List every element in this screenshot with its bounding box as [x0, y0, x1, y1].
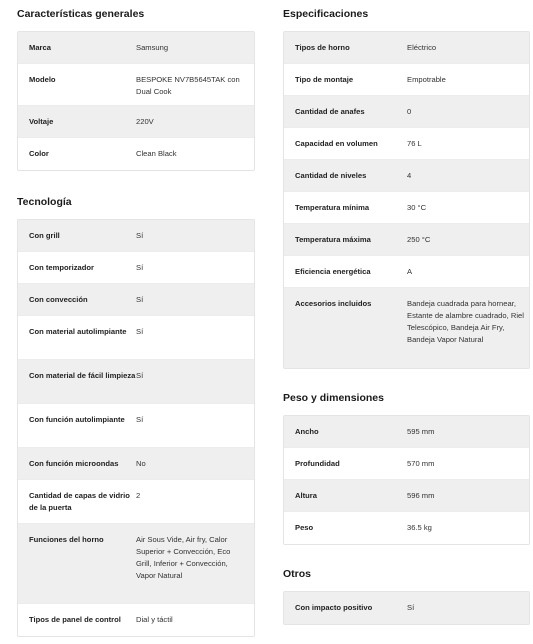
row-value: 220V: [136, 117, 154, 126]
row-label: Modelo: [29, 75, 56, 84]
row-value: 0: [407, 107, 412, 116]
row-label: Con convección: [29, 295, 88, 304]
row-label: Voltaje: [29, 117, 54, 126]
table-row: [18, 284, 254, 316]
table-row: [18, 316, 254, 360]
row-value: 250 °C: [407, 235, 431, 244]
table-row: [284, 128, 529, 160]
row-label: Con grill: [29, 231, 60, 240]
row-label: Color: [29, 149, 49, 158]
table-row: [18, 404, 254, 448]
row-label: Altura: [295, 491, 317, 500]
row-label: Con temporizador: [29, 263, 94, 272]
row-label: Con función autolimpiante: [29, 415, 125, 424]
table-row: [284, 256, 529, 288]
row-label: Con función microondas: [29, 459, 119, 468]
table-row: [284, 288, 529, 368]
row-label: Con material de fácil limpieza: [29, 371, 136, 380]
row-value: 76 L: [407, 139, 422, 148]
row-value: Sí: [407, 603, 415, 612]
table-row: [284, 192, 529, 224]
row-label: Cantidad de anafes: [295, 107, 365, 116]
table-row: [284, 480, 529, 512]
row-value: Bandeja cuadrada para hornear, Estante de alambre cuadrado, Riel Telescópico, Bandeja Air Fry, Bandeja Vapor Natural: [407, 299, 524, 344]
table-row: [284, 96, 529, 128]
row-value: 30 °C: [407, 203, 427, 212]
row-value: A: [407, 267, 413, 276]
row-label: Cantidad de niveles: [295, 171, 367, 180]
row-value: Clean Black: [136, 149, 177, 158]
row-value: Air Sous Vide, Air fry, Calor Superior + Convección, Eco Grill, Inferior + Convección, Vapor Natural: [136, 535, 231, 580]
row-value: Sí: [136, 371, 144, 380]
row-value: 36.5 kg: [407, 523, 432, 532]
table-peso: [283, 415, 530, 545]
table-row: [18, 138, 254, 170]
table-otros: [283, 591, 530, 625]
section-title-peso: Peso y dimensiones: [283, 392, 384, 404]
row-value: Sí: [136, 263, 144, 272]
table-row: [284, 512, 529, 544]
table-row: [18, 220, 254, 252]
table-row: [18, 106, 254, 138]
row-label: Tipos de panel de control: [29, 615, 121, 624]
table-row: [284, 160, 529, 192]
table-row: [18, 32, 254, 64]
section-title-tecnologia: Tecnología: [17, 196, 72, 208]
section-title-generales: Características generales: [17, 8, 145, 20]
table-row: [18, 64, 254, 106]
row-value: 570 mm: [407, 459, 435, 468]
row-label: Temperatura máxima: [295, 235, 371, 244]
row-label: Eficiencia energética: [295, 267, 371, 276]
row-value: BESPOKE NV7B5645TAK con Dual Cook: [136, 75, 240, 96]
table-row: [284, 64, 529, 96]
row-value: Sí: [136, 327, 144, 336]
row-label: Peso: [295, 523, 314, 532]
row-value: Sí: [136, 295, 144, 304]
table-row: [284, 448, 529, 480]
row-value: 2: [136, 491, 141, 500]
table-row: [18, 524, 254, 604]
row-label: Profundidad: [295, 459, 340, 468]
section-title-otros: Otros: [283, 568, 312, 580]
row-label: Capacidad en volumen: [295, 139, 378, 148]
row-label: Funciones del horno: [29, 535, 104, 544]
row-label: Con material autolimpiante: [29, 327, 127, 336]
row-value: Sí: [136, 231, 144, 240]
row-label: Tipos de horno: [295, 43, 350, 52]
row-value: Samsung: [136, 43, 169, 52]
table-tecnologia: [17, 219, 255, 637]
section-title-especificaciones: Especificaciones: [283, 8, 369, 20]
row-value: 596 mm: [407, 491, 435, 500]
table-row: [284, 592, 529, 624]
row-value: Sí: [136, 415, 144, 424]
row-value: Dial y táctil: [136, 615, 173, 624]
row-value: Empotrable: [407, 75, 446, 84]
table-especificaciones: [283, 31, 530, 369]
table-row: [18, 360, 254, 404]
row-value: Eléctrico: [407, 43, 437, 52]
row-label: Accesorios incluidos: [295, 299, 372, 308]
table-row: [284, 224, 529, 256]
row-label: Ancho: [295, 427, 319, 436]
row-value: No: [136, 459, 146, 468]
table-row: [18, 448, 254, 480]
row-label: Cantidad de capas de vidrio de la puerta: [29, 491, 130, 512]
table-row: [18, 604, 254, 636]
table-row: [18, 252, 254, 284]
row-label: Con impacto positivo: [295, 603, 373, 612]
table-row: [18, 480, 254, 524]
table-row: [284, 32, 529, 64]
row-label: Tipo de montaje: [295, 75, 354, 84]
row-value: 4: [407, 171, 412, 180]
row-label: Temperatura mínima: [295, 203, 370, 212]
table-generales: [17, 31, 255, 171]
row-label: Marca: [29, 43, 51, 52]
table-row: [284, 416, 529, 448]
row-value: 595 mm: [407, 427, 435, 436]
